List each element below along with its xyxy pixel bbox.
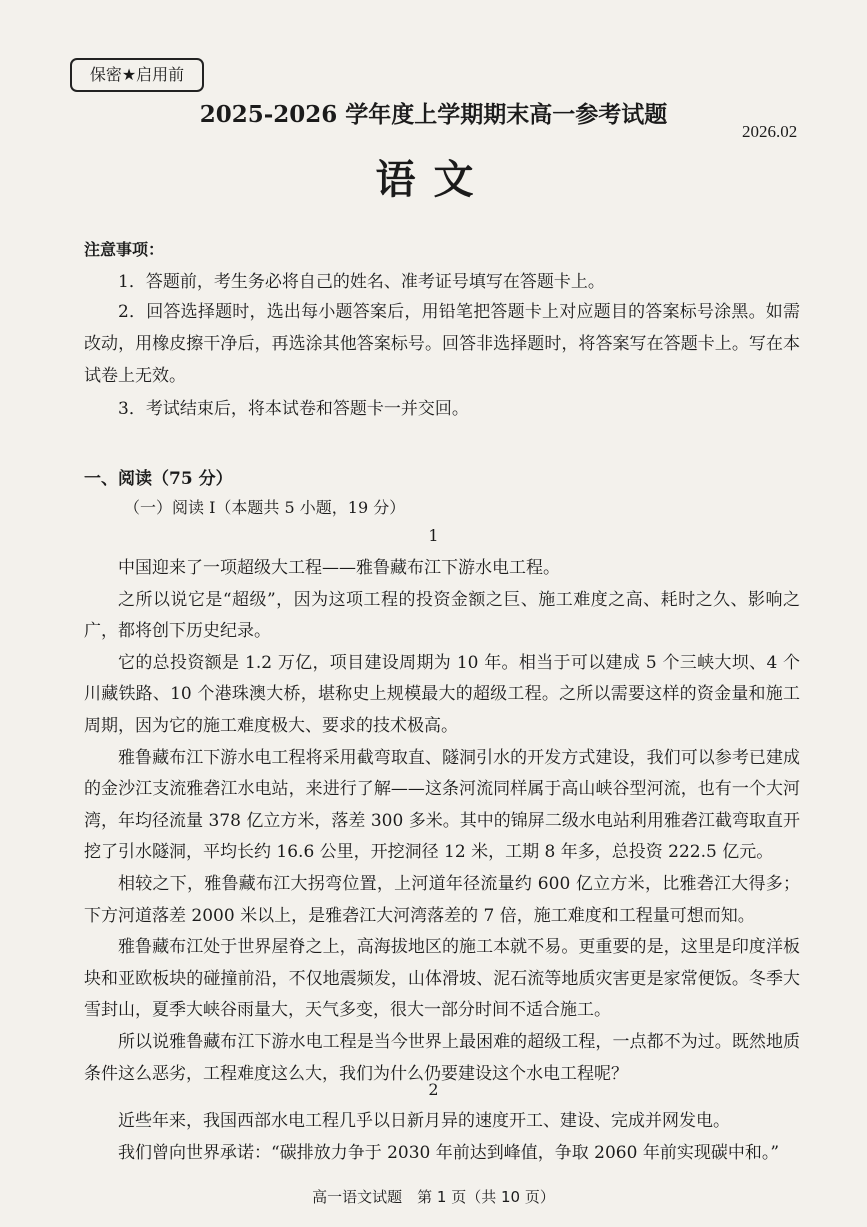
passage-part-number: 1 — [428, 526, 439, 545]
paragraph: 雅鲁藏布江下游水电工程将采用截弯取直、隧洞引水的开发方式建设，我们可以参考已建成的金沙江支流雅砻江水电站，来进行了解——这条河流同样属于高山峡谷型河流，也有一个大河湾，年均径流量 378 亿立方米，落差 300 多米。其中的锦屏二级水电站利用雅砻江截弯取直开挖了引水隧洞，平均长约 16.6 公里，开挖洞径 12 米，工期 8 年多，总投资 222.5 亿元。 — [84, 747, 800, 863]
passage-part-2 — [84, 1106, 800, 1169]
subject-title: 语文 — [375, 156, 492, 203]
paragraph: 中国迎来了一项超级大工程——雅鲁藏布江下游水电工程。 — [118, 558, 560, 578]
paragraph: 所以说雅鲁藏布江下游水电工程是当今世界上最困难的超级工程，一点都不为过。既然地质条件这么恶劣，工程难度这么大，我们为什么仍要建设这个水电工程呢？ — [84, 1031, 800, 1084]
paragraph: 我们曾向世界承诺：“碳排放力争于 2030 年前达到峰值，争取 2060 年前实现碳中和。” — [118, 1142, 780, 1163]
exam-title: 2025-2026 学年度上学期期末高一参考试题 — [199, 101, 668, 128]
paragraph: 之所以说它是“超级”，因为这项工程的投资金额之巨、施工难度之高、耗时之久、影响之广，都将创下历史纪录。 — [84, 589, 800, 642]
passage-part-number: 2 — [428, 1080, 439, 1099]
confidential-stamp: 保密★启用前 — [70, 58, 204, 92]
paragraph: 相较之下，雅鲁藏布江大拐弯位置，上河道年径流量约 600 亿立方米，比雅砻江大得多；下方河道落差 2000 米以上，是雅砻江大河湾落差的 7 倍，施工难度和工程量可想而知。 — [84, 873, 800, 926]
paragraph: 近些年来，我国西部水电工程几乎以日新月异的速度开工、建设、完成并网发电。 — [118, 1111, 730, 1131]
paragraph: 雅鲁藏布江处于世界屋脊之上，高海拔地区的施工本就不易。更重要的是，这里是印度洋板块和亚欧板块的碰撞前沿，不仅地震频发，山体滑坡、泥石流等地质灾害更是家常便饭。冬季大雪封山，夏季大峡谷雨量大，天气多变，很大一部分时间不适合施工。 — [84, 937, 800, 1021]
note-item-2: 2．回答选择题时，选出每小题答案后，用铅笔把答题卡上对应题目的答案标号涂黑。如需改动，用橡皮擦干净后，再选涂其他答案标号。回答非选择题时，将答案写在答题卡上。写在本试卷上无效。 — [84, 302, 800, 386]
subsection-title: （一）阅读 I（本题共 5 小题，19 分） — [124, 498, 406, 517]
page-footer: 高一语文试题 第 1 页（共 10 页） — [312, 1188, 555, 1206]
note-item-3: 3．考试结束后，将本试卷和答题卡一并交回。 — [118, 399, 469, 419]
note-item-1: 1．答题前，考生务必将自己的姓名、准考证号填写在答题卡上。 — [118, 272, 605, 292]
paragraph: 它的总投资额是 1.2 万亿，项目建设周期为 10 年。相当于可以建成 5 个三峡大坝、4 个川藏铁路、10 个港珠澳大桥，堪称史上规模最大的超级工程。之所以需要这样的资金量和施工周期，因为它的施工难度极大、要求的技术极高。 — [84, 652, 800, 736]
section-title: 一、阅读（75 分） — [84, 469, 233, 489]
passage-part-1 — [84, 553, 800, 1090]
exam-date: 2026.02 — [742, 122, 798, 141]
notes-heading: 注意事项： — [84, 240, 165, 259]
